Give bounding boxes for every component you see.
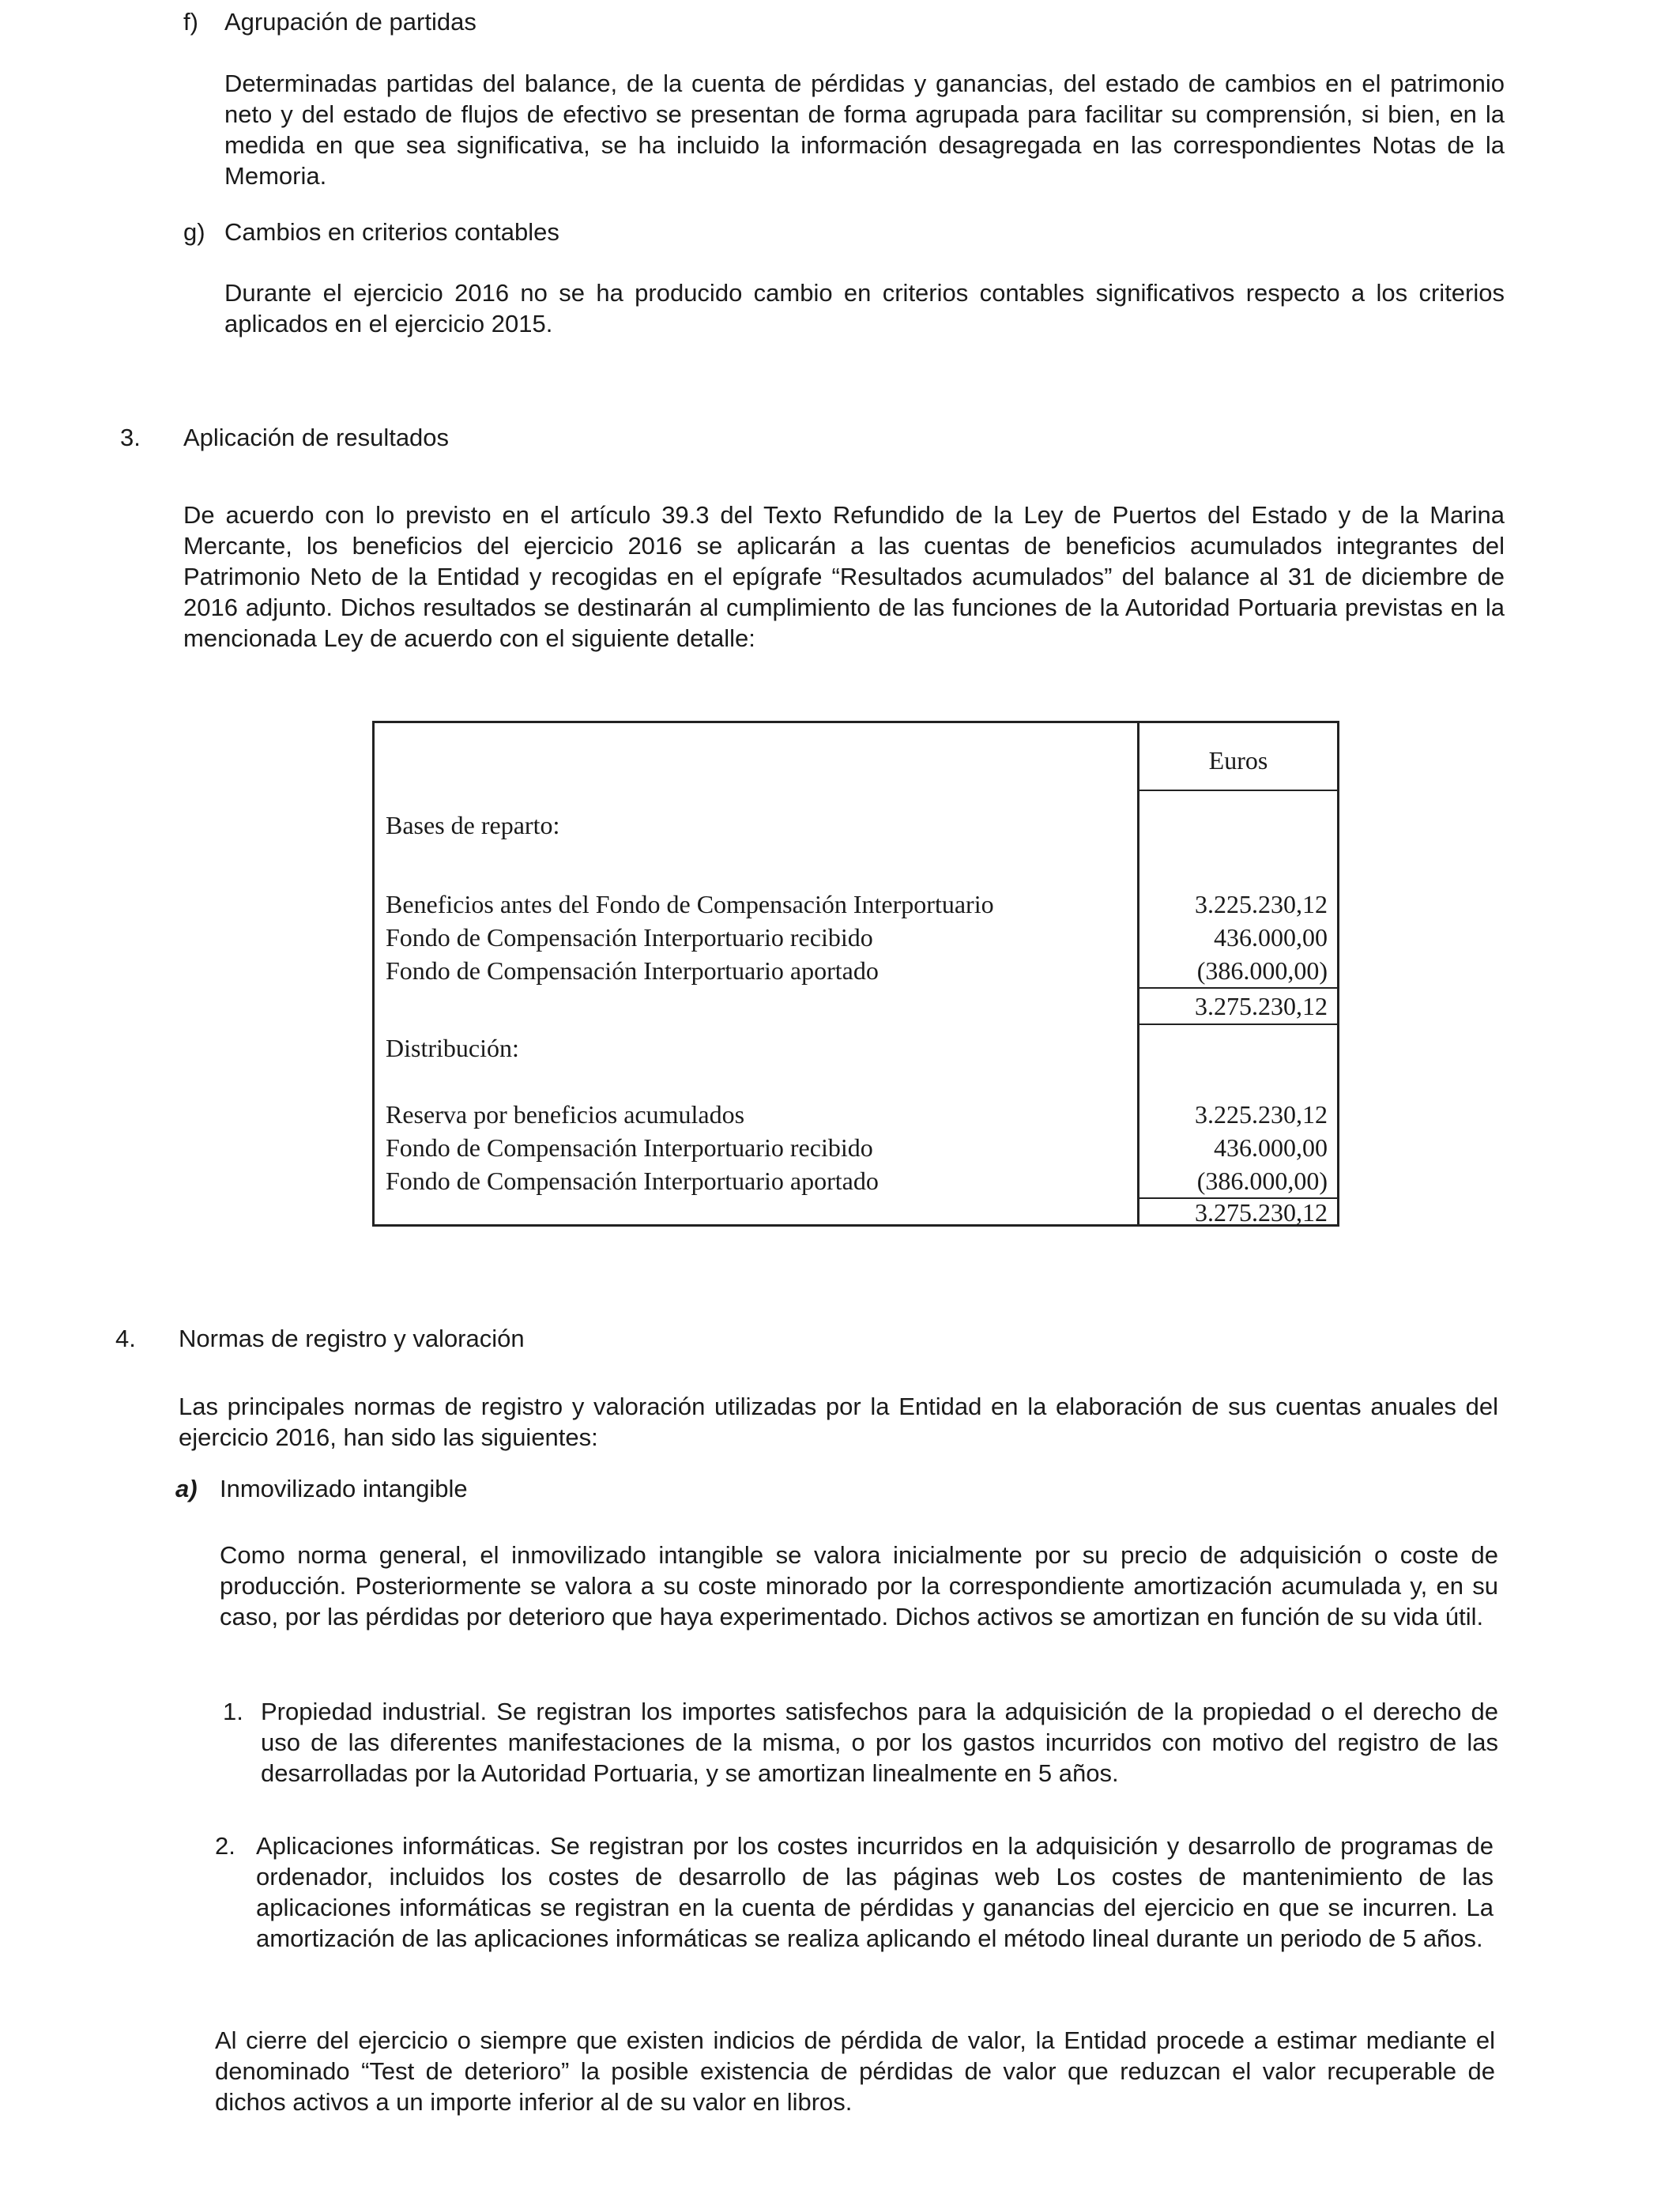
distribution-row-label: Reserva por beneficios acumulados [386, 1100, 745, 1129]
list-item-text: Propiedad industrial. Se registran los importes satisfechos para la adquisición de la propiedad o el derecho de uso de las diferentes manifestaciones de la misma, o por los gastos incurridos con motivo del registro de las desarrolladas por la Autoridad Portuaria, y se amortizan linealmente en 5 años. [261, 1698, 1498, 1787]
section-f-body: Determinadas partidas del balance, de la cuenta de pérdidas y ganancias, del estado de cambios en el patrimonio neto y del estado de flujos de efectivo se presentan de forma agrupada para facilitar su comprensión, si bien, en la medida en que sea significativa, se ha incluido la información desagregada en las correspondientes Notas de la Memoria. [224, 70, 1505, 190]
section-3-body: De acuerdo con lo previsto en el artículo 39.3 del Texto Refundido de la Ley de Puertos del Estado y de la Marina Mercante, los beneficios del ejercicio 2016 se aplicarán a las cuentas de beneficios acumulados integrantes del Patrimonio Neto de la Entidad y recogidas en el epígrafe “Resultados acumulados” del balance al 31 de diciembre de 2016 adjunto. Dichos resultados se destinarán al cumplimiento de las funciones de la Autoridad Portuaria previstas en la mencionada Ley de acuerdo con el siguiente detalle: [183, 501, 1505, 652]
distribution-row-value: 436.000,00 [1214, 1133, 1328, 1162]
bases-row-value: (386.000,00) [1196, 956, 1328, 985]
bases-total: 3.275.230,12 [1195, 992, 1328, 1020]
section-3-title: Aplicación de resultados [183, 424, 450, 451]
section-4-title: Normas de registro y valoración [179, 1325, 525, 1352]
section-f-title: Agrupación de partidas [224, 8, 477, 36]
list-item-marker: 1. [223, 1698, 243, 1725]
bases-row-label: Fondo de Compensación Interportuario recibido [386, 923, 873, 952]
distribution-row-label: Fondo de Compensación Interportuario recibido [386, 1133, 873, 1162]
section-4-number: 4. [115, 1325, 136, 1352]
subsection-a-closing: Al cierre del ejercicio o siempre que existen indicios de pérdida de valor, la Entidad procede a estimar mediante el denominado “Test de deterioro” la posible existencia de pérdidas de valor que reduzcan el valor recuperable de dichos activos a un importe inferior al de su valor en libros. [215, 2026, 1495, 2116]
bases-row-value: 436.000,00 [1214, 923, 1328, 952]
list-item-marker: 2. [215, 1832, 235, 1860]
bases-row-label: Fondo de Compensación Interportuario aportado [386, 956, 879, 985]
distribution-title: Distribución: [386, 1034, 519, 1062]
distribution-row-value: (386.000,00) [1196, 1167, 1328, 1195]
table-header-rule [1137, 790, 1337, 791]
table-column-divider [1137, 723, 1139, 1224]
bases-row-value: 3.225.230,12 [1195, 890, 1328, 918]
list-item-text: Aplicaciones informáticas. Se registran por los costes incurridos en la adquisición y desarrollo de programas de ordenador, incluidos los costes de desarrollo de las páginas web Los costes de mantenimiento de las aplicaciones informáticas se registran en la cuenta de pérdidas y ganancias del ejercicio en que se incurren. La amortización de las aplicaciones informáticas se realiza aplicando el método lineal durante un periodo de 5 años. [256, 1832, 1494, 1952]
section-f-marker: f) [183, 8, 198, 36]
distribution-row-value: 3.225.230,12 [1195, 1100, 1328, 1129]
results-distribution-table [372, 721, 1339, 1227]
distribution-row-label: Fondo de Compensación Interportuario aportado [386, 1167, 879, 1195]
table-column-header: Euros [1208, 746, 1268, 775]
bases-title: Bases de reparto: [386, 811, 560, 839]
section-g-marker: g) [183, 218, 205, 246]
section-4-body: Las principales normas de registro y valoración utilizadas por la Entidad en la elaboración de sus cuentas anuales del ejercicio 2016, han sido las siguientes: [179, 1393, 1498, 1451]
section-g-title: Cambios en criterios contables [224, 218, 559, 246]
subsection-a-title: Inmovilizado intangible [220, 1475, 468, 1502]
bases-row-label: Beneficios antes del Fondo de Compensación Interportuario [386, 890, 994, 918]
distribution-total: 3.275.230,12 [1195, 1198, 1328, 1227]
section-3-number: 3. [120, 424, 141, 451]
subsection-a-body: Como norma general, el inmovilizado intangible se valora inicialmente por su precio de adquisición o coste de producción. Posteriormente se valora a su coste minorado por la correspondiente amortización acumulada y, en su caso, por las pérdidas por deterioro que haya experimentado. Dichos activos se amortizan en función de su vida útil. [220, 1541, 1498, 1630]
bases-total-rule [1137, 1023, 1337, 1025]
bases-subtotal-rule [1137, 987, 1337, 989]
subsection-a-marker: a) [175, 1475, 198, 1502]
section-g-body: Durante el ejercicio 2016 no se ha producido cambio en criterios contables significativos respecto a los criterios aplicados en el ejercicio 2015. [224, 279, 1505, 337]
